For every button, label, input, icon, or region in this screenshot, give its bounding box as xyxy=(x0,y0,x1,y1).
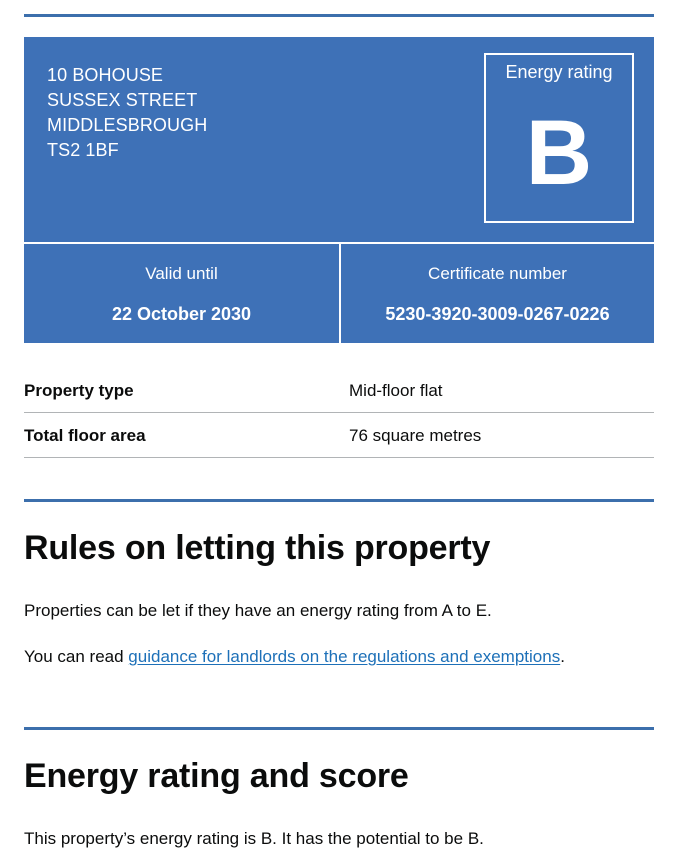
summary-value: 76 square metres xyxy=(349,426,482,445)
rules-paragraph-2 xyxy=(24,647,565,667)
landlord-guidance-link[interactable]: guidance for landlords on the regulations and exemptions xyxy=(128,647,561,666)
summary-row-property-type xyxy=(24,368,654,413)
address-line-1: 10 BOHOUSE xyxy=(47,65,164,85)
energy-heading: Energy rating and score xyxy=(24,757,409,795)
rules-paragraph-1: Properties can be let if they have an energy rating from A to E. xyxy=(24,601,492,620)
certificate-number-cell xyxy=(341,244,654,343)
summary-value: Mid-floor flat xyxy=(349,381,443,400)
energy-rating-label: Energy rating xyxy=(505,62,613,82)
address-line-3: MIDDLESBROUGH xyxy=(47,115,208,135)
valid-until-cell xyxy=(24,244,339,343)
energy-rating-box xyxy=(484,53,634,223)
certificate-number-label: Certificate number xyxy=(428,264,567,283)
address-line-2: SUSSEX STREET xyxy=(47,90,198,110)
property-summary-list xyxy=(24,368,654,458)
valid-until-label: Valid until xyxy=(145,264,218,283)
rules-heading: Rules on letting this property xyxy=(24,529,491,567)
epc-header-card xyxy=(24,37,654,343)
rules-paragraph-2-suffix: . xyxy=(560,647,565,666)
top-section-rule xyxy=(24,14,654,17)
summary-row-floor-area xyxy=(24,413,654,458)
certificate-number-value: 5230-3920-3009-0267-0226 xyxy=(385,304,610,324)
energy-paragraph-1: This property’s energy rating is B. It has the potential to be B. xyxy=(24,829,484,848)
rules-paragraph-2-prefix: You can read xyxy=(24,647,129,666)
address-line-4: TS2 1BF xyxy=(47,140,119,160)
valid-until-value: 22 October 2030 xyxy=(111,304,252,324)
rules-section-rule xyxy=(24,499,654,502)
energy-section-rule xyxy=(24,727,654,730)
summary-key: Total floor area xyxy=(24,426,146,445)
property-address xyxy=(47,63,207,163)
energy-rating-letter: B xyxy=(525,102,593,204)
summary-key: Property type xyxy=(24,381,134,400)
